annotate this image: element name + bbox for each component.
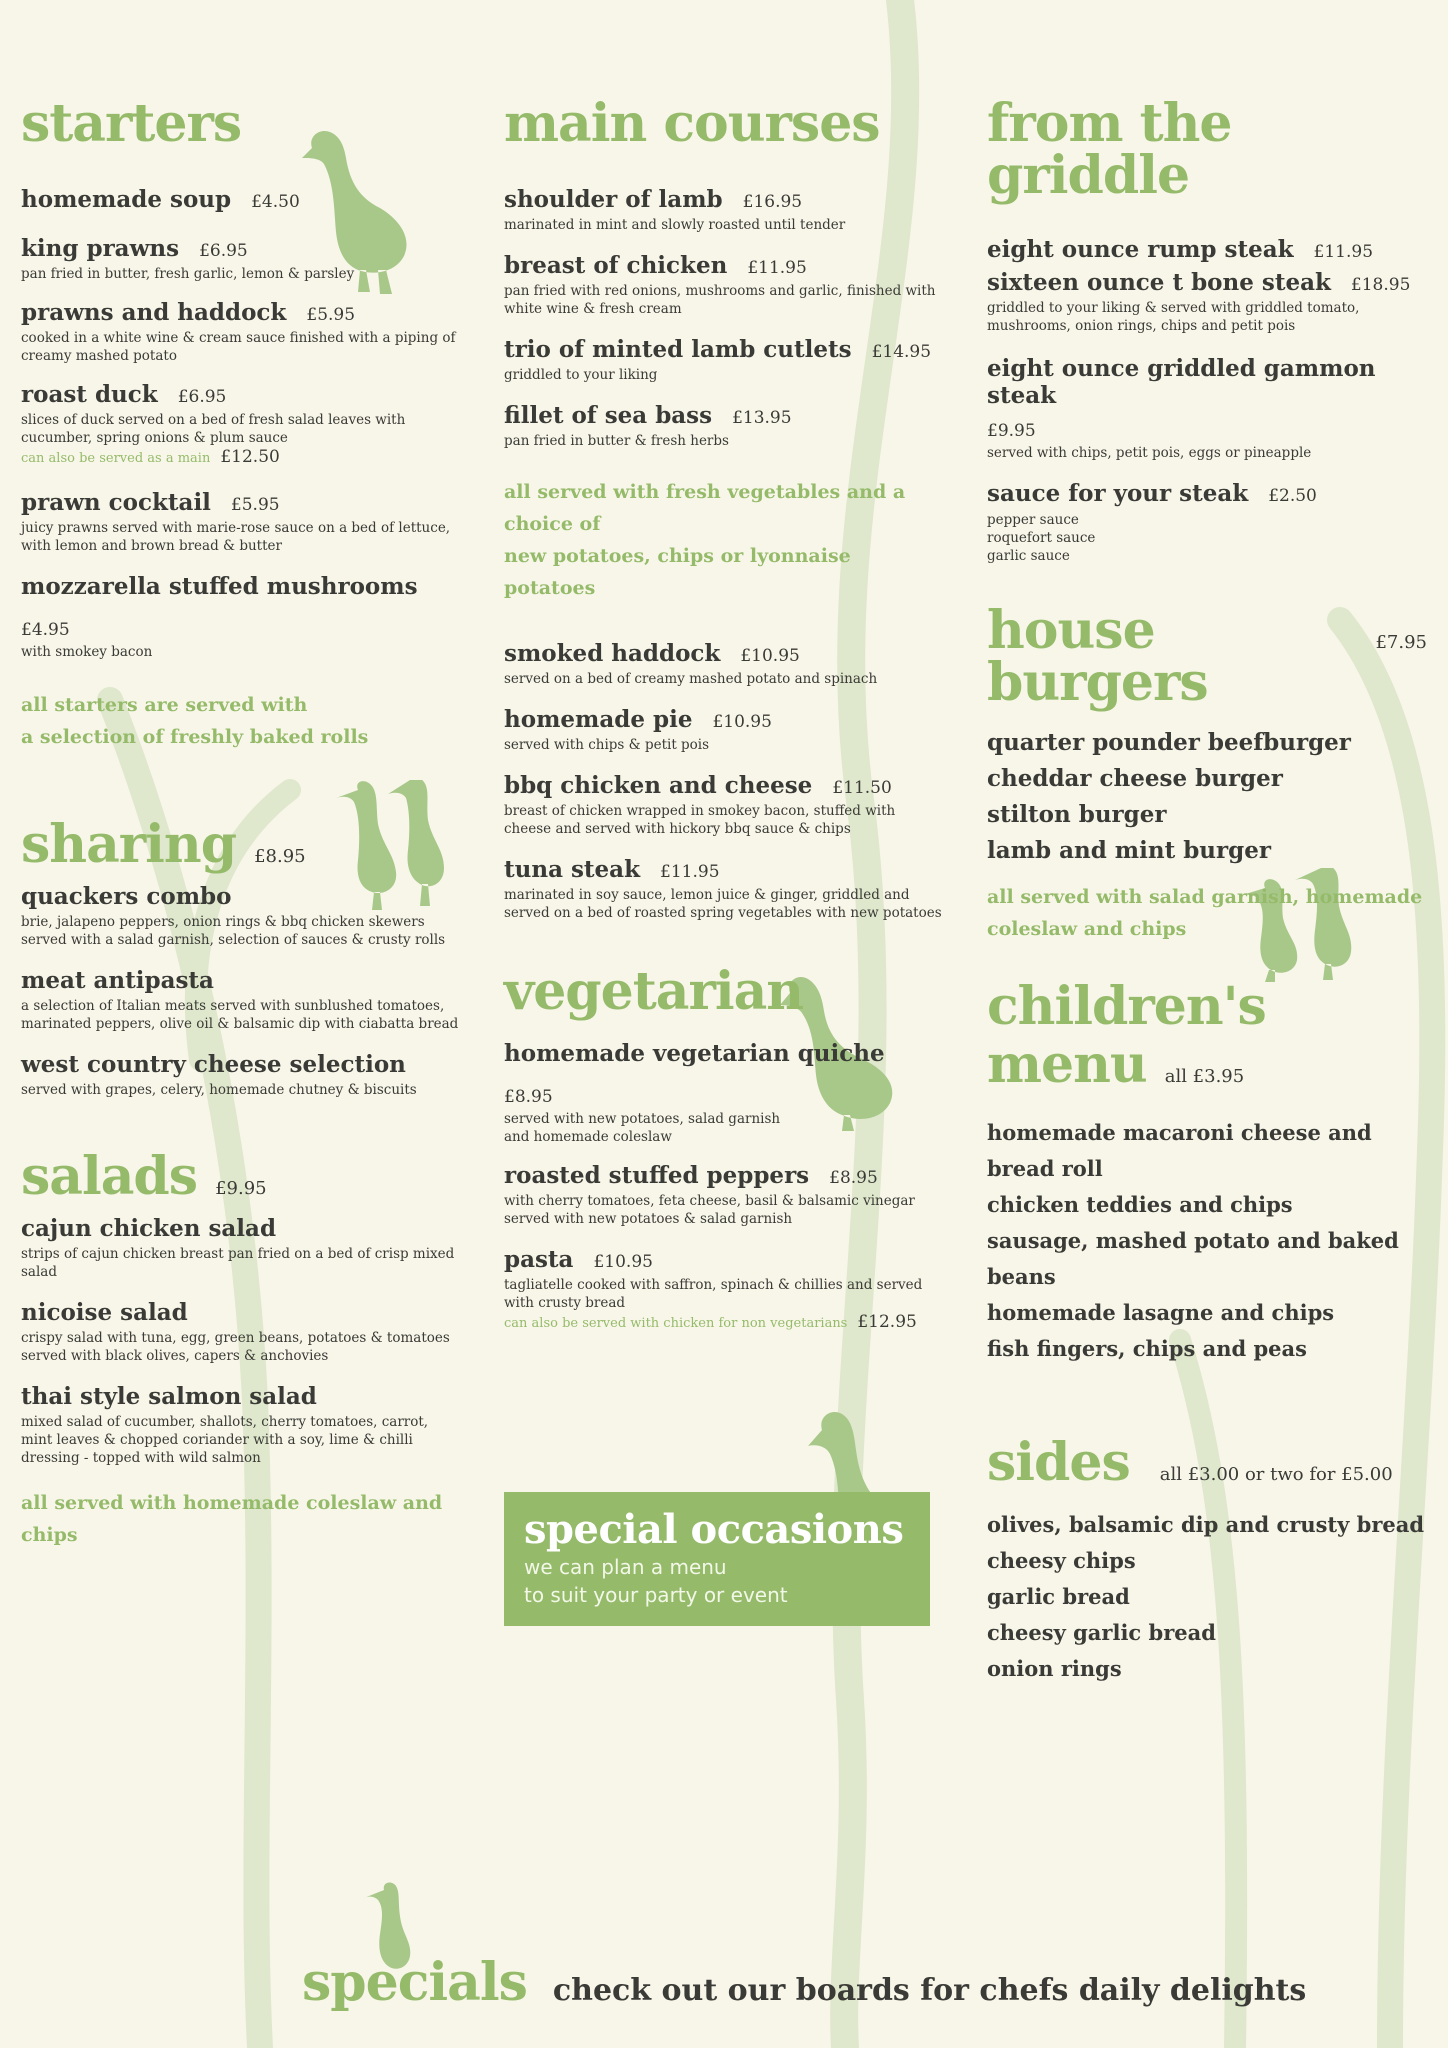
item-name: sixteen ounce t bone steak	[987, 269, 1331, 296]
item-description: mixed salad of cucumber, shallots, cherry tomatoes, carrot, mint leaves & chopped coriander with a soy, lime & chilli dressing - topped with wild salmon	[21, 1414, 429, 1466]
footnote-line: all starters are served with	[21, 694, 308, 716]
item-name: west country cheese selection	[21, 1051, 406, 1078]
item-description: a selection of Italian meats served with sunblushed tomatoes, marinated peppers, olive oil & balsamic dip with ciabatta bread	[21, 998, 459, 1032]
burgers-footnote	[987, 881, 1427, 945]
item-description: served with new potatoes, salad garnish and homemade coleslaw	[504, 1111, 781, 1145]
sauce-option: roquefort sauce	[987, 530, 1096, 546]
item-description: pan fried in butter & fresh herbs	[504, 433, 729, 449]
item-description: with smokey bacon	[21, 644, 153, 660]
menu-item	[21, 381, 461, 467]
list-item: quarter pounder beefburger	[987, 729, 1351, 756]
item-description: strips of cajun chicken breast pan fried on a bed of crisp mixed salad	[21, 1246, 455, 1280]
item-name: smoked haddock	[504, 640, 721, 667]
item-description: tagliatelle cooked with saffron, spinach & chillies and served with crusty bread	[504, 1277, 923, 1311]
section-title-burgers: house burgers	[987, 600, 1208, 713]
item-description: with cherry tomatoes, feta cheese, basil & balsamic vinegar served with new potatoes & salad garnish	[504, 1193, 915, 1227]
list-item: onion rings	[987, 1656, 1122, 1681]
section-title-menu: menu	[987, 1034, 1147, 1095]
item-description: served with grapes, celery, homemade chutney & biscuits	[21, 1082, 417, 1098]
item-description: pan fried in butter, fresh garlic, lemon & parsley	[21, 266, 355, 282]
menu-item	[21, 883, 461, 949]
starters-list	[21, 186, 461, 661]
starters-section	[21, 93, 461, 753]
menu-item	[504, 252, 944, 318]
item-name: nicoise salad	[21, 1299, 188, 1326]
vegetarian-section	[504, 961, 944, 1332]
item-price: £5.95	[230, 495, 280, 515]
item-name: bbq chicken and cheese	[504, 772, 813, 799]
menu-item	[504, 1246, 944, 1332]
item-name: roast duck	[21, 381, 158, 408]
menu-item	[21, 573, 461, 661]
menu-item	[21, 967, 461, 1033]
specials-footer	[302, 1952, 1306, 2013]
footnote-line: all served with fresh vegetables and a choice of	[504, 481, 906, 535]
burgers-section	[987, 600, 1427, 945]
item-price: £5.95	[306, 305, 356, 325]
item-name: homemade vegetarian quiche	[504, 1040, 885, 1067]
right-column	[987, 93, 1427, 1687]
item-name: cajun chicken salad	[21, 1215, 277, 1242]
menu-item	[504, 336, 944, 384]
childrens-section	[987, 976, 1427, 1367]
sides-list	[987, 1507, 1427, 1687]
item-name: prawns and haddock	[21, 299, 287, 326]
item-description: marinated in soy sauce, lemon juice & ginger, griddled and served on a bed of roasted spring vegetables with new potatoes	[504, 887, 942, 921]
item-price: £9.95	[987, 421, 1036, 441]
list-item: fish fingers, chips and peas	[987, 1336, 1307, 1361]
section-price: £9.95	[215, 1178, 267, 1199]
section-title-salads: salads	[21, 1146, 198, 1207]
footnote-line: new potatoes, chips or lyonnaise potatoes	[504, 545, 851, 599]
menu-item	[987, 236, 1427, 263]
item-name: trio of minted lamb cutlets	[504, 336, 852, 363]
item-price: £10.95	[593, 1252, 653, 1272]
sauce-option: pepper sauce	[987, 512, 1079, 528]
footnote-line: all served with salad garnish, homemade	[987, 886, 1423, 908]
item-name: quackers combo	[21, 883, 232, 910]
item-name: prawn cocktail	[21, 489, 211, 516]
item-price: £8.95	[829, 1168, 878, 1188]
note-price: £12.50	[220, 447, 280, 467]
list-item: stilton burger	[987, 801, 1167, 828]
item-price: £13.95	[732, 408, 792, 428]
item-name: roasted stuffed peppers	[504, 1162, 810, 1189]
item-name: mozzarella stuffed mushrooms	[21, 573, 418, 600]
item-description: served with chips, petit pois, eggs or pineapple	[987, 445, 1312, 461]
item-note: can also be served as a main	[21, 451, 211, 466]
item-name: breast of chicken	[504, 252, 728, 279]
menu-item	[987, 269, 1427, 335]
item-description: pan fried with red onions, mushrooms and garlic, finished with white wine & fresh cream	[504, 283, 936, 317]
sauce-option: garlic sauce	[987, 548, 1070, 564]
item-price: £10.95	[740, 646, 800, 666]
special-occasions-line: to suit your party or event	[524, 1583, 788, 1607]
list-item: cheddar cheese burger	[987, 765, 1283, 792]
menu-item	[504, 640, 944, 688]
footnote-line: coleslaw and chips	[987, 918, 1187, 940]
item-name: king prawns	[21, 235, 180, 262]
sides-section	[987, 1432, 1427, 1687]
item-price: £4.95	[21, 620, 70, 640]
item-name: homemade soup	[21, 186, 232, 213]
menu-item	[987, 480, 1427, 565]
section-price: £8.95	[254, 846, 306, 867]
item-price: £6.95	[199, 241, 248, 261]
item-description: juicy prawns served with marie-rose sauce on a bed of lettuce, with lemon and brown bread & butter	[21, 520, 451, 554]
burgers-list	[987, 725, 1427, 869]
item-price: £2.50	[1268, 486, 1317, 506]
sharing-section	[21, 814, 461, 1099]
menu-item	[504, 186, 944, 234]
section-title-starters: starters	[21, 93, 242, 154]
list-item: chicken teddies and chips	[987, 1192, 1293, 1217]
item-price: £11.95	[747, 258, 807, 278]
section-title-vegetarian: vegetarian	[504, 961, 804, 1022]
special-occasions-title: special occasions	[524, 1506, 904, 1553]
item-price: £4.50	[251, 192, 300, 212]
item-description: slices of duck served on a bed of fresh salad leaves with cucumber, spring onions & plum sauce	[21, 412, 406, 446]
item-name: eight ounce rump steak	[987, 236, 1294, 263]
item-price: £11.95	[1313, 242, 1374, 262]
item-price: £16.95	[742, 192, 803, 212]
item-name: fillet of sea bass	[504, 402, 713, 429]
list-item: lamb and mint burger	[987, 837, 1271, 864]
item-price: £14.95	[871, 342, 932, 362]
item-price: £10.95	[712, 712, 772, 732]
childrens-list	[987, 1115, 1427, 1367]
middle-column	[504, 93, 944, 1332]
menu-item	[21, 186, 461, 213]
list-item: homemade lasagne and chips	[987, 1300, 1335, 1325]
list-item: sausage, mashed potato and baked beans	[987, 1228, 1399, 1289]
item-price: £18.95	[1350, 275, 1411, 295]
menu-item	[21, 235, 461, 283]
menu-item	[21, 1051, 461, 1099]
item-description: griddled to your liking	[504, 367, 658, 383]
item-name: eight ounce griddled gammon steak	[987, 355, 1376, 409]
item-name: thai style salmon salad	[21, 1383, 317, 1410]
item-name: pasta	[504, 1246, 574, 1273]
menu-item	[504, 1040, 944, 1146]
item-name: sauce for your steak	[987, 480, 1249, 507]
salads-footnote: all served with homemade coleslaw and chips	[21, 1492, 443, 1546]
starters-footnote	[21, 689, 461, 753]
specials-text: check out our boards for chefs daily delights	[552, 1973, 1307, 2008]
menu-item	[504, 1162, 944, 1228]
item-name: homemade pie	[504, 706, 693, 733]
list-item: garlic bread	[987, 1584, 1130, 1609]
menu-item	[504, 706, 944, 754]
item-name: shoulder of lamb	[504, 186, 723, 213]
menu-item	[987, 355, 1427, 462]
menu-item	[504, 772, 944, 838]
item-price: £8.95	[504, 1087, 553, 1107]
list-item: homemade macaroni cheese and bread roll	[987, 1120, 1372, 1181]
menu-item	[504, 856, 944, 922]
section-price: all £3.95	[1164, 1066, 1245, 1087]
section-title-sharing: sharing	[21, 814, 237, 875]
item-description: crispy salad with tuna, egg, green beans, potatoes & tomatoes served with black olives, capers & anchovies	[21, 1330, 450, 1364]
salads-section	[21, 1146, 461, 1551]
specials-title: specials	[302, 1952, 527, 2013]
item-price: £11.95	[660, 862, 720, 882]
item-price: £6.95	[177, 387, 227, 407]
item-price: £11.50	[832, 778, 892, 798]
item-name: tuna steak	[504, 856, 641, 883]
section-title-griddle: from the griddle	[987, 93, 1232, 206]
item-name: meat antipasta	[21, 967, 214, 994]
section-title-main-courses: main courses	[504, 93, 880, 154]
menu-item	[21, 1215, 461, 1281]
footnote-line: a selection of freshly baked rolls	[21, 726, 369, 748]
item-note: can also be served with chicken for non vegetarians	[504, 1316, 848, 1331]
special-occasions-box	[504, 1492, 930, 1626]
item-description: marinated in mint and slowly roasted until tender	[504, 217, 846, 233]
list-item: cheesy chips	[987, 1548, 1136, 1573]
section-title-childrens: children's	[987, 976, 1266, 1037]
list-item: cheesy garlic bread	[987, 1620, 1216, 1645]
item-description: griddled to your liking & served with griddled tomato, mushrooms, onion rings, chips and petit pois	[987, 300, 1360, 334]
menu-item	[21, 299, 461, 365]
special-occasions-line: we can plan a menu	[524, 1555, 727, 1579]
left-column	[21, 93, 461, 1551]
menu-item	[21, 489, 461, 555]
note-price: £12.95	[857, 1312, 917, 1332]
section-price: all £3.00 or two for £5.00	[1159, 1464, 1393, 1485]
item-description: cooked in a white wine & cream sauce finished with a piping of creamy mashed potato	[21, 330, 456, 364]
menu-item	[21, 1299, 461, 1365]
menu-item	[504, 402, 944, 450]
item-description: breast of chicken wrapped in smokey bacon, stuffed with cheese and served with hickory bbq sauce & chips	[504, 803, 896, 837]
item-description: brie, jalapeno peppers, onion rings & bbq chicken skewers served with a salad garnish, selection of sauces & crusty rolls	[21, 914, 446, 948]
menu-item	[21, 1383, 461, 1467]
item-description: served on a bed of creamy mashed potato and spinach	[504, 671, 878, 687]
item-description: served with chips & petit pois	[504, 737, 710, 753]
section-title-sides: sides	[987, 1432, 1130, 1493]
list-item: olives, balsamic dip and crusty bread	[987, 1512, 1425, 1537]
section-price: £7.95	[1375, 632, 1427, 653]
mains-footnote	[504, 476, 944, 604]
